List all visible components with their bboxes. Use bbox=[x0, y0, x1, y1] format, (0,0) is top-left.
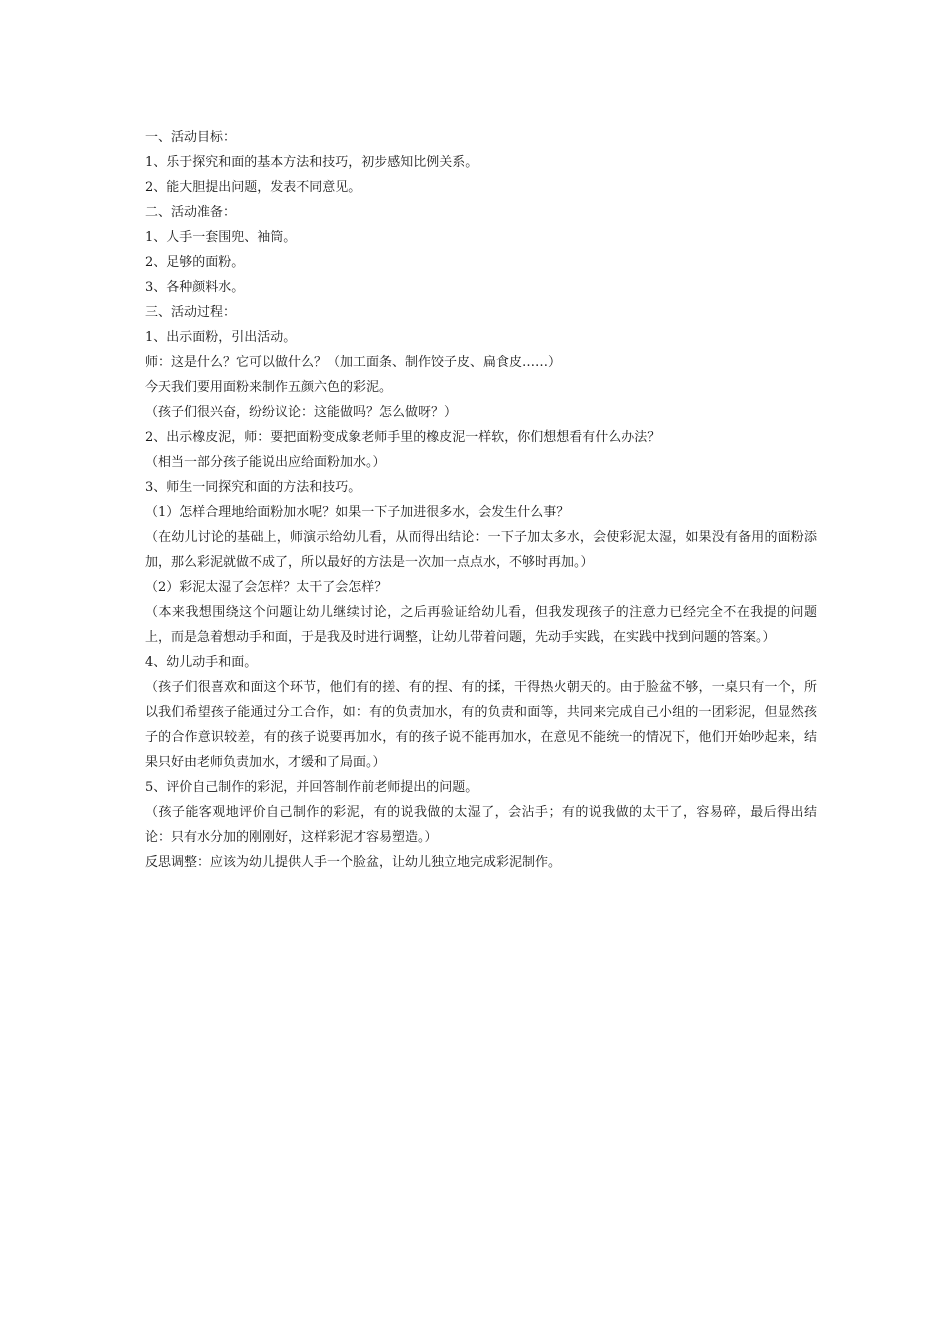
goal-item-2: 2、能大胆提出问题，发表不同意见。 bbox=[145, 180, 362, 195]
process-substep-2: （2）彩泥太湿了会怎样？太干了会怎样？ bbox=[145, 580, 388, 595]
document-body bbox=[145, 125, 817, 875]
heading-goals: 一、活动目标： bbox=[145, 130, 237, 145]
process-step-2: 2、出示橡皮泥，师：要把面粉变成象老师手里的橡皮泥一样软，你们想想看有什么办法？ bbox=[145, 430, 661, 445]
process-paragraph: 今天我们要用面粉来制作五颜六色的彩泥。 bbox=[145, 380, 393, 395]
preparation-item-3: 3、各种颜料水。 bbox=[145, 280, 245, 295]
preparation-item-2: 2、足够的面粉。 bbox=[145, 255, 245, 270]
process-step-3: 3、师生一同探究和面的方法和技巧。 bbox=[145, 480, 362, 495]
reflection-paragraph: 反思调整：应该为幼儿提供人手一个脸盆，让幼儿独立地完成彩泥制作。 bbox=[145, 855, 562, 870]
process-paragraph: 师：这是什么？它可以做什么？（加工面条、制作饺子皮、扁食皮……） bbox=[145, 355, 562, 370]
preparation-item-1: 1、人手一套围兜、袖筒。 bbox=[145, 230, 297, 245]
process-paragraph: （在幼儿讨论的基础上，师演示给幼儿看，从而得出结论：一下子加太多水，会使彩泥太湿，如果没有备用的面粉添加，那么彩泥就做不成了，所以最好的方法是一次加一点点水，不够时再加。） bbox=[145, 530, 817, 570]
goal-item-1: 1、乐于探究和面的基本方法和技巧，初步感知比例关系。 bbox=[145, 155, 479, 170]
process-paragraph: （孩子能客观地评价自己制作的彩泥，有的说我做的太湿了，会沾手；有的说我做的太干了，容易碎，最后得出结论：只有水分加的刚刚好，这样彩泥才容易塑造。） bbox=[145, 805, 817, 845]
heading-preparation: 二、活动准备： bbox=[145, 205, 237, 220]
process-paragraph: （相当一部分孩子能说出应给面粉加水。） bbox=[145, 455, 386, 470]
heading-process: 三、活动过程： bbox=[145, 305, 237, 320]
process-paragraph: （孩子们很喜欢和面这个环节，他们有的搓、有的捏、有的揉，干得热火朝天的。由于脸盆不够，一桌只有一个，所以我们希望孩子能通过分工合作，如：有的负责加水，有的负责和面等，共同来完成自己小组的一团彩泥，但显然孩子的合作意识较差，有的孩子说要再加水，有的孩子说不能再加水，在意见不能统一的情况下，他们开始吵起来，结果只好由老师负责加水，才缓和了局面。） bbox=[145, 680, 817, 770]
process-step-1: 1、出示面粉，引出活动。 bbox=[145, 330, 297, 345]
process-step-4: 4、幼儿动手和面。 bbox=[145, 655, 258, 670]
process-paragraph: （孩子们很兴奋，纷纷议论：这能做吗？怎么做呀？） bbox=[145, 405, 458, 420]
process-step-5: 5、评价自己制作的彩泥，并回答制作前老师提出的问题。 bbox=[145, 780, 479, 795]
process-substep-1: （1）怎样合理地给面粉加水呢？如果一下子加进很多水，会发生什么事？ bbox=[145, 505, 570, 520]
process-paragraph: （本来我想围绕这个问题让幼儿继续讨论，之后再验证给幼儿看，但我发现孩子的注意力已经完全不在我提的问题上，而是急着想动手和面，于是我及时进行调整，让幼儿带着问题，先动手实践，在实践中找到问题的答案。） bbox=[145, 605, 817, 645]
